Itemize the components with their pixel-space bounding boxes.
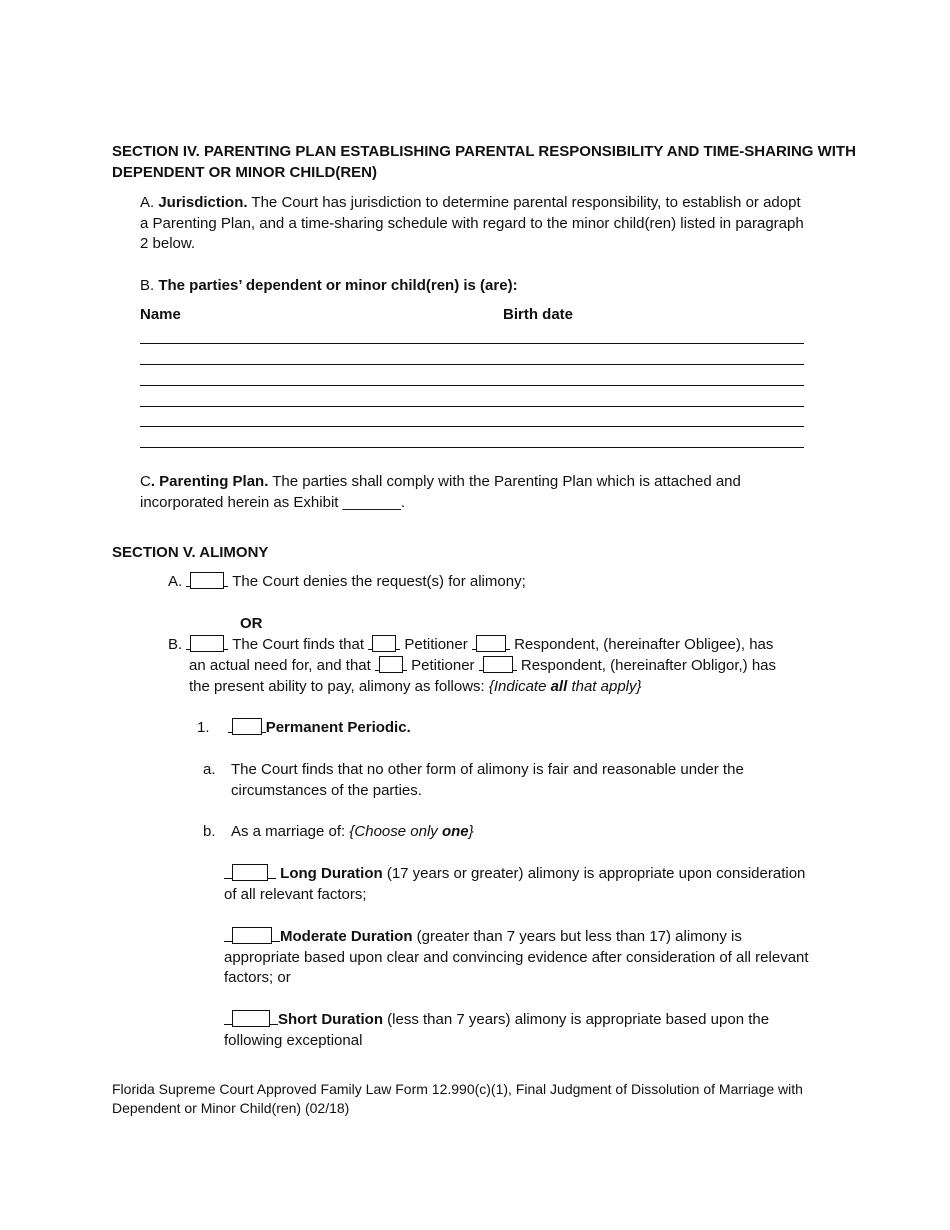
alimony-deny-checkbox[interactable] — [190, 572, 224, 589]
jurisdiction-paragraph-line2: a Parenting Plan, and a time-sharing schedule with regard to the minor child(ren) listed in paragraph — [140, 215, 804, 232]
child-entry-line[interactable] — [140, 425, 804, 427]
parenting-plan-line2: incorporated herein as Exhibit _______. — [140, 494, 406, 511]
jurisdiction-title: Jurisdiction. — [158, 194, 248, 211]
child-entry-line[interactable] — [140, 342, 804, 344]
children-heading: B. The parties’ dependent or minor child(ren) is (are): — [140, 277, 518, 294]
footer-line2: Dependent or Minor Child(ren) (02/18) — [112, 1100, 350, 1116]
short-duration-checkbox[interactable] — [232, 1010, 270, 1027]
obligee-petitioner-checkbox[interactable] — [372, 635, 396, 652]
obligor-petitioner-checkbox[interactable] — [379, 656, 403, 673]
long-duration-line1: Long Duration (17 years or greater) alimony is appropriate upon consideration — [224, 863, 805, 884]
column-birth-date-header: Birth date — [503, 306, 574, 323]
permanent-periodic-item: 1. Permanent Periodic. — [197, 719, 411, 736]
obligor-respondent-checkbox[interactable] — [483, 656, 513, 673]
child-entry-line[interactable] — [140, 446, 804, 448]
moderate-duration-line2: appropriate based upon clear and convincing evidence after consideration of all relevant — [224, 949, 809, 966]
parenting-plan-line1: C. Parenting Plan. The parties shall comply with the Parenting Plan which is attached and — [140, 473, 741, 490]
obligee-respondent-checkbox[interactable] — [476, 635, 506, 652]
alimony-option-b-line1: B. The Court finds that Petitioner Respondent, (hereinafter Obligee), has — [168, 636, 774, 653]
alimony-option-a: A. The Court denies the request(s) for alimony; — [168, 573, 526, 590]
footer-line1: Florida Supreme Court Approved Family Law Form 12.990(c)(1), Final Judgment of Dissolution of Marriage with — [112, 1081, 803, 1097]
sub-item-b-label: b. — [203, 823, 216, 840]
sub-item-a-line1: The Court finds that no other form of alimony is fair and reasonable under the — [231, 761, 744, 778]
alimony-option-b-line3: the present ability to pay, alimony as follows: {Indicate all that apply} — [189, 678, 642, 695]
child-entry-line[interactable] — [140, 363, 804, 365]
sub-item-a-label: a. — [203, 761, 216, 778]
moderate-duration-line3: factors; or — [224, 969, 291, 986]
section-iv-heading-line1: SECTION IV. PARENTING PLAN ESTABLISHING PARENTAL RESPONSIBILITY AND TIME-SHARING WITH — [112, 143, 856, 160]
jurisdiction-paragraph-line3: 2 below. — [140, 235, 196, 252]
child-entry-line[interactable] — [140, 384, 804, 386]
permanent-periodic-checkbox[interactable] — [232, 718, 262, 735]
column-name-header: Name — [140, 306, 181, 323]
parenting-plan-title: . Parenting Plan. — [150, 473, 269, 490]
short-duration-line1: Short Duration (less than 7 years) alimony is appropriate based upon the — [224, 1009, 769, 1030]
long-duration-checkbox[interactable] — [232, 864, 268, 881]
child-entry-line[interactable] — [140, 405, 804, 407]
or-separator: OR — [240, 615, 263, 632]
jurisdiction-paragraph-line1: A. Jurisdiction. The Court has jurisdiction to determine parental responsibility, to establish or adopt — [140, 194, 801, 211]
alimony-option-b-line2: an actual need for, and that Petitioner Respondent, (hereinafter Obligor,) has — [189, 657, 777, 674]
sub-item-b-line: As a marriage of: {Choose only one} — [231, 823, 474, 840]
sub-item-a-line2: circumstances of the parties. — [231, 782, 422, 799]
long-duration-line2: of all relevant factors; — [224, 886, 367, 903]
short-duration-line2: following exceptional — [224, 1032, 363, 1049]
alimony-grant-checkbox[interactable] — [190, 635, 224, 652]
section-v-heading: SECTION V. ALIMONY — [112, 544, 269, 561]
moderate-duration-checkbox[interactable] — [232, 927, 272, 944]
moderate-duration-line1: Moderate Duration (greater than 7 years but less than 17) alimony is — [224, 926, 742, 947]
section-iv-heading-line2: DEPENDENT OR MINOR CHILD(REN) — [112, 164, 377, 181]
